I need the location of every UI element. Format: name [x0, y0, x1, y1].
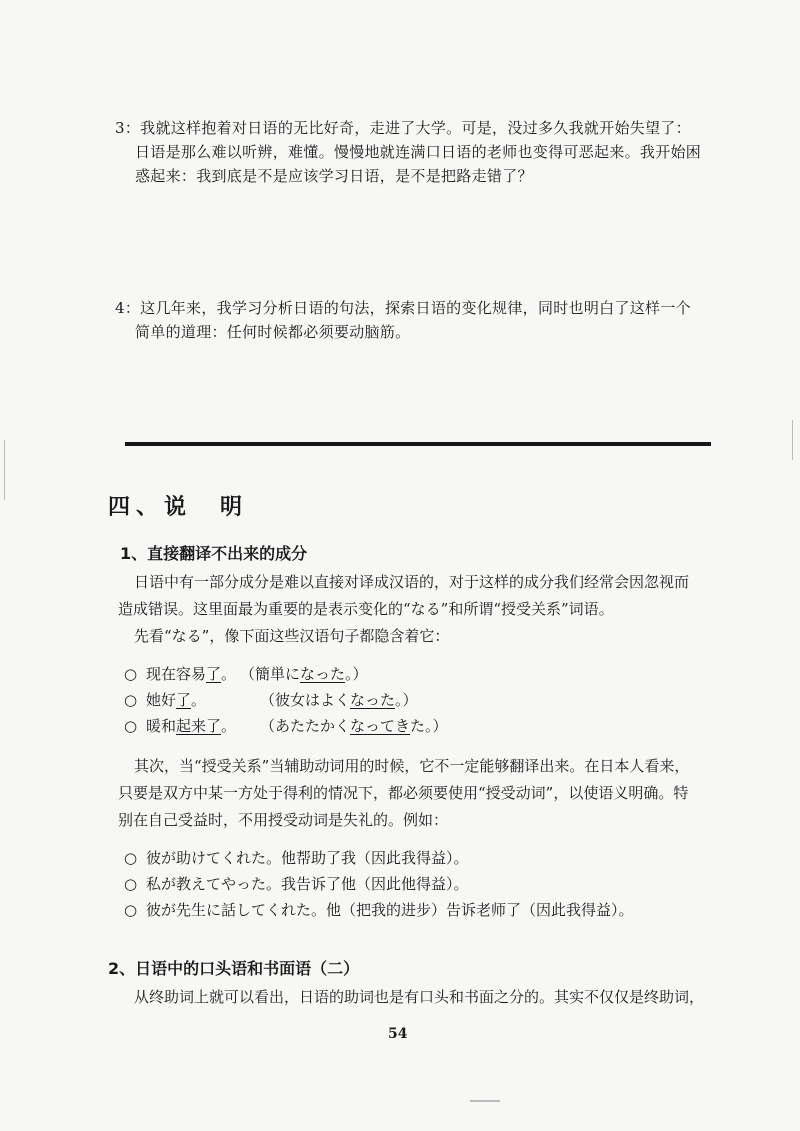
bullet-circle-icon: ○	[124, 691, 138, 709]
intro-line-2: 造成错误。这里面最为重要的是表示变化的“なる”和所谓“授受关系”词语。	[118, 600, 614, 618]
example-zh: 现在容易了。	[146, 665, 237, 683]
paragraph-3-line-1: 3：我就这样抱着对日语的无比好奇，走进了大学。可是，没过多久我就开始失望了：	[115, 119, 691, 137]
intro-line-1: 日语中有一部分成分是难以直接对译成汉语的，对于这样的成分我们经常会因忽视而	[134, 573, 690, 591]
example-text: 彼が助けてくれた。他帮助了我（因此我得益）。	[146, 849, 469, 867]
bullet-circle-icon: ○	[124, 875, 138, 893]
bullet-circle-icon: ○	[124, 665, 138, 683]
subsection-2-title: 2、日语中的口头语和书面语（二）	[108, 959, 360, 978]
list-item	[124, 661, 368, 687]
list-item	[124, 687, 418, 713]
bullet-circle-icon: ○	[124, 901, 138, 919]
example-text: 私が教えてやった。我告诉了他（因此他得益）。	[146, 875, 469, 893]
subsection-2-text	[118, 984, 718, 1011]
paragraph-4-line-1: 4：这几年来，我学习分析日语的句法，探索日语的变化规律，同时也明白了这样一个	[115, 299, 691, 317]
example-zh: 暖和起来了。	[146, 717, 237, 735]
scan-artifact	[4, 440, 5, 500]
subsection-1-intro	[118, 569, 718, 650]
list-item	[124, 897, 634, 923]
paragraph-3	[115, 116, 715, 188]
example-zh: 她好了。	[146, 691, 207, 709]
page-number: 54	[388, 1026, 408, 1042]
paragraph-4	[115, 296, 715, 344]
section-title: 四、说 明	[108, 495, 249, 520]
section-divider	[125, 442, 711, 446]
bullet-circle-icon: ○	[124, 717, 138, 735]
para2-line-2: 只要是双方中某一方处于得利的情况下，都必须要使用“授受动词”，以使语义明确。特	[118, 784, 689, 802]
paragraph-3-line-2: 日语是那么难以听辨，难懂。慢慢地就连满口日语的老师也变得可恶起来。我开始困	[135, 143, 702, 161]
paragraph-3-line-3: 惑起来：我到底是不是应该学习日语，是不是把路走错了？	[135, 167, 533, 185]
example-list-1	[124, 661, 448, 739]
paragraph-4-line-2: 简单的道理：任何时候都必须要动脑筋。	[135, 323, 411, 341]
list-item	[124, 845, 634, 871]
scan-artifact	[470, 1100, 500, 1102]
subsection-1-title: 1、直接翻译不出来的成分	[120, 544, 308, 563]
para2-line-3: 别在自己受益时，不用授受动词是失礼的。例如：	[118, 811, 449, 829]
example-ja: （彼女はよくなった。）	[260, 691, 418, 709]
intro-line-3: 先看“なる”，像下面这些汉语句子都隐含着它：	[134, 627, 450, 645]
example-ja: （簡単になった。）	[240, 665, 368, 683]
bullet-circle-icon: ○	[124, 849, 138, 867]
list-item	[124, 713, 448, 739]
para2-line-1: 其次，当“授受关系”当辅助动词用的时候，它不一定能够翻译出来。在日本人看来，	[134, 757, 690, 775]
example-text: 彼が先生に話してくれた。他（把我的进步）告诉老师了（因此我得益）。	[146, 901, 634, 919]
list-item	[124, 871, 634, 897]
example-ja: （あたたかくなってきた。）	[260, 717, 448, 735]
scan-artifact	[792, 420, 793, 460]
example-list-2	[124, 845, 634, 923]
subsection-1-para-2	[118, 753, 718, 834]
sub2-line-1: 从终助词上就可以看出，日语的助词也是有口头和书面之分的。其实不仅仅是终助词，	[134, 988, 705, 1006]
